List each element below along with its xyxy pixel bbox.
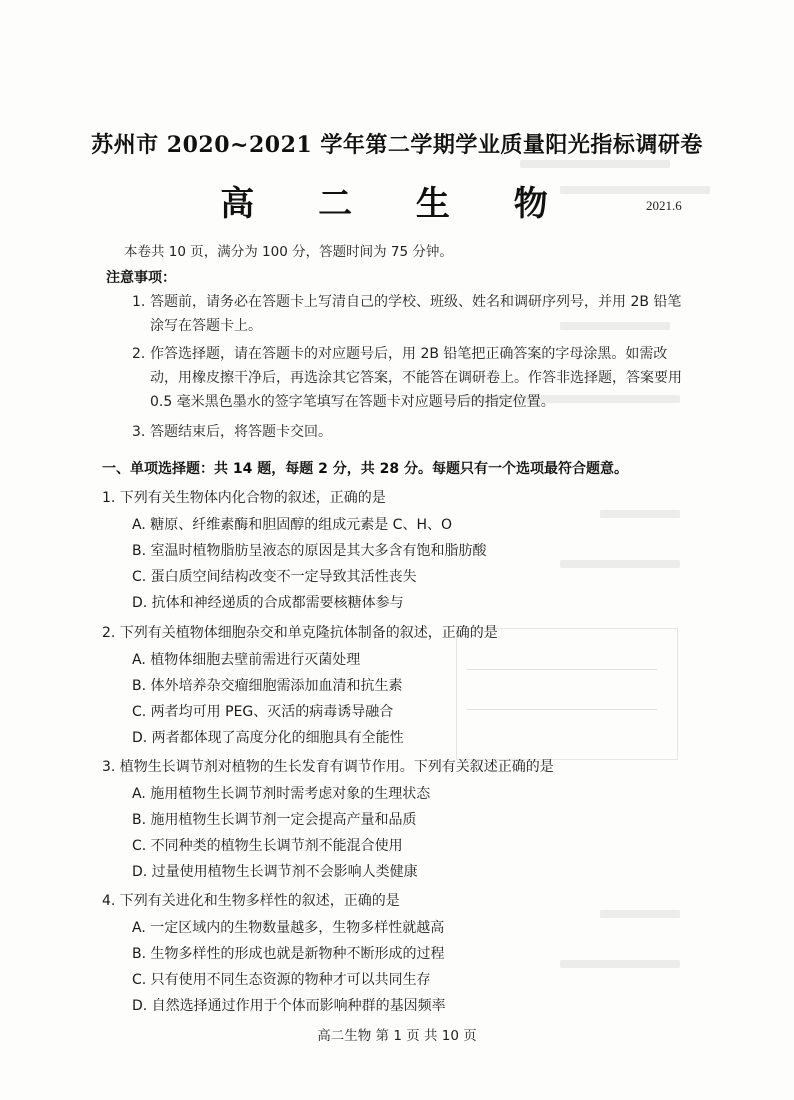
page-footer: 高二生物 第 1 页 共 10 页	[317, 1028, 477, 1044]
question-option: A. 施用植物生长调节剂时需考虑对象的生理状态	[132, 786, 431, 802]
notice-item-text: 作答选择题，请在答题卡的对应题号后，用 2B 铅笔把正确答案的字母涂黑。如需改动，用橡皮擦干净后，再选涂其它答案，不能答在调研卷上。作答非选择题，答案要用 0.5 毫米黑色墨水的签字笔填写在答题卡对应题号后的指定位置。	[150, 346, 682, 410]
subject-title: 高 二 生 物	[220, 184, 574, 224]
bleed-through-mark	[520, 160, 670, 168]
question-option: C. 不同种类的植物生长调节剂不能混合使用	[132, 838, 403, 854]
section-heading: 一、单项选择题：共 14 题，每题 2 分，共 28 分。每题只有一个选项最符合题意。	[102, 461, 628, 477]
bleed-through-mark	[560, 960, 680, 968]
question-option: B. 生物多样性的形成也就是新物种不断形成的过程	[132, 946, 445, 962]
notice-heading: 注意事项：	[106, 270, 176, 286]
notice-item	[132, 342, 692, 414]
notice-item-text: 答题前，请务必在答题卡上写清自己的学校、班级、姓名和调研序列号，并用 2B 铅笔涂写在答题卡上。	[150, 294, 682, 334]
question-option: C. 两者均可用 PEG、灭活的病毒诱导融合	[132, 704, 394, 720]
question-stem: 4. 下列有关进化和生物多样性的叙述，正确的是	[102, 893, 400, 909]
notice-item-number: 3.	[132, 424, 146, 440]
question-stem: 2. 下列有关植物体细胞杂交和单克隆抗体制备的叙述，正确的是	[102, 625, 498, 641]
question-option: B. 体外培养杂交瘤细胞需添加血清和抗生素	[132, 678, 403, 694]
question-option: D. 自然选择通过作用于个体而影响种群的基因频率	[132, 998, 446, 1014]
question-option: D. 两者都体现了高度分化的细胞具有全能性	[132, 730, 404, 746]
question-option: C. 只有使用不同生态资源的物种才可以共同生存	[132, 972, 431, 988]
question-option: B. 室温时植物脂肪呈液态的原因是其大多含有饱和脂肪酸	[132, 543, 487, 559]
notice-item	[132, 420, 692, 444]
notice-item	[132, 290, 692, 338]
question-option: A. 糖原、纤维素酶和胆固醇的组成元素是 C、H、O	[132, 517, 453, 533]
notice-item-text: 答题结束后，将答题卡交回。	[150, 424, 332, 440]
notice-item-number: 1.	[132, 294, 146, 310]
question-option: C. 蛋白质空间结构改变不一定导致其活性丧失	[132, 569, 417, 585]
question-stem: 1. 下列有关生物体内化合物的叙述，正确的是	[102, 490, 386, 506]
exam-title: 苏州市 2020~2021 学年第二学期学业质量阳光指标调研卷	[91, 132, 703, 158]
bleed-through-chart	[456, 628, 678, 760]
notice-item-number: 2.	[132, 346, 146, 362]
bleed-through-mark	[600, 510, 680, 518]
question-option: B. 施用植物生长调节剂一定会提高产量和品质	[132, 812, 417, 828]
question-option: A. 一定区域内的生物数量越多，生物多样性就越高	[132, 920, 445, 936]
question-option: D. 抗体和神经递质的合成都需要核糖体参与	[132, 595, 404, 611]
exam-intro: 本卷共 10 页，满分为 100 分，答题时间为 75 分钟。	[124, 244, 453, 260]
question-option: D. 过量使用植物生长调节剂不会影响人类健康	[132, 864, 418, 880]
question-stem: 3. 植物生长调节剂对植物的生长发育有调节作用。下列有关叙述正确的是	[102, 759, 554, 775]
bleed-through-mark	[560, 560, 680, 568]
exam-date: 2021.6	[646, 198, 682, 213]
bleed-through-mark	[600, 910, 680, 918]
question-option: A. 植物体细胞去壁前需进行灭菌处理	[132, 652, 361, 668]
